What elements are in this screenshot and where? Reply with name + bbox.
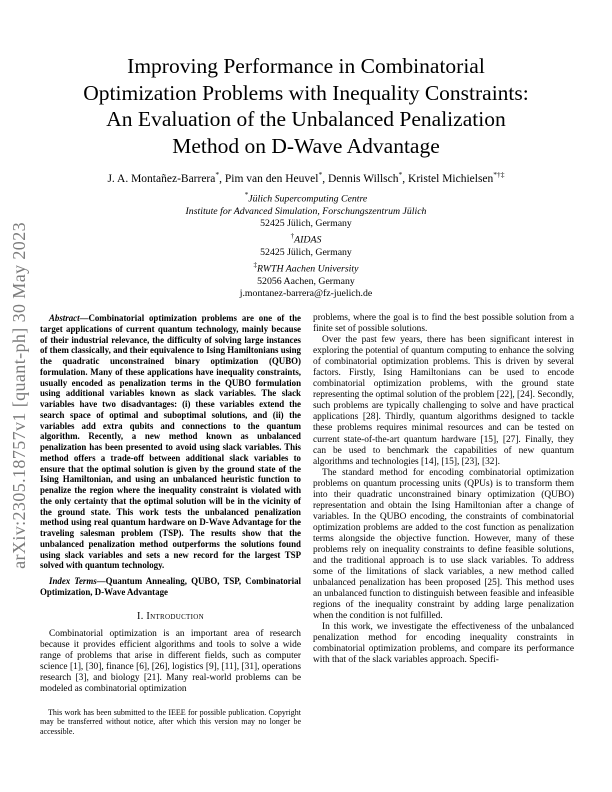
author-affiliation-marker: * (398, 170, 403, 179)
paper-title (0, 0, 612, 159)
index-terms-label: Index Terms (49, 576, 97, 586)
arxiv-watermark (4, 148, 34, 642)
affiliation-marker: * (244, 190, 249, 199)
abstract-label: Abstract (49, 313, 80, 323)
affiliation-marker: † (290, 232, 295, 241)
left-column (40, 313, 301, 737)
affiliation-line (0, 247, 612, 259)
affiliation-marker: ‡ (253, 261, 258, 270)
section-heading-introduction: I. Introduction (137, 610, 204, 622)
author-affiliation-marker: * (318, 170, 323, 179)
affiliation-line (0, 230, 612, 247)
author-line (0, 170, 612, 185)
author-affiliation-marker: *†‡ (493, 170, 505, 179)
body-paragraph: In this work, we investigate the effectiveness of the unbalanced penalization method for encoding inequality constraints in combinatorial optimization problems, and compare its performance with that of the slack variables approach. Specifi- (313, 622, 574, 666)
affiliation-line (0, 288, 612, 300)
paper-title-line: Optimization Problems with Inequality Constraints: (83, 80, 529, 105)
affiliation-block (0, 189, 612, 301)
paper-title-line: Improving Performance in Combinatorial (127, 54, 485, 78)
paper-title-line: An Evaluation of the Unbalanced Penalization (106, 107, 506, 131)
introduction-paragraph: Combinatorial optimization is an important area of research because it provides efficient algorithms and tools to solve a wide range of problems that arise in different fields, such as computer science [1], [30], finance [6], [26], logistics [9], [11], [31], operations research [3], and biology [21]. Many real-world problems can be modeled as combinatorial optimization (40, 628, 301, 694)
author-name: J. A. Montañez-Barrera (107, 172, 216, 185)
affiliation-text: 52056 Aachen, Germany (257, 276, 355, 288)
right-column (313, 313, 574, 737)
paper-title-line: Method on D-Wave Advantage (172, 133, 440, 158)
affiliation-text: j.montanez-barrera@fz-juelich.de (239, 288, 373, 300)
affiliation-text: 52425 Jülich, Germany (260, 246, 352, 258)
affiliation-text: Institute for Advanced Simulation, Forschungszentrum Jülich (185, 205, 427, 217)
affiliation-line (0, 218, 612, 230)
body-paragraph: problems, where the goal is to find the best possible solution from a finite set of possible solutions. (313, 313, 574, 335)
affiliation-line (0, 206, 612, 218)
body-paragraph: The standard method for encoding combinatorial optimization problems on quantum processing units (QPUs) is to transform them into their quadratic unconstrained binary optimization (QUBO) representation and obtain the Ising Hamiltonian after a change of variables. In the QUBO encoding, the constraints of combinatorial optimization problems are added to the cost function as penalization terms alongside the objective function. However, many of these problems rely on inequality constraints to define feasible solutions, and the traditional approach is to use slack variables. To address some of the limitations of slack variables, a new method called unbalanced penalization has been proposed [25]. This method uses an unbalanced function to distinguish between feasible and infeasible regions of the inequality constraint by adding large penalization when the condition is not fulfilled. (313, 467, 574, 622)
author-name: , Pim van den Heuvel (219, 172, 319, 185)
affiliation-text: Jülich Supercomputing Centre (248, 193, 368, 205)
author-name: , Dennis Willsch (322, 172, 399, 185)
affiliation-text: RWTH Aachen University (257, 263, 359, 275)
author-name: , Kristel Michielsen (402, 172, 494, 185)
two-column-body (40, 313, 574, 737)
affiliation-line (0, 259, 612, 276)
author-affiliation-marker: * (215, 170, 220, 179)
ieee-copyright-footnote: This work has been submitted to the IEEE for possible publication. Copyright may be transferred without notice, after which this version may no longer be accessible. (40, 707, 301, 737)
affiliation-line (0, 276, 612, 288)
abstract-text: —Combinatorial optimization problems are one of the target applications of current quantum technology, mainly because of their industrial relevance, the difficulty of solving large instances of them classically, and their equivalence to Ising Hamiltonians using the quadratic unconstrained binary optimization (QUBO) formulation. Many of these applications have inequality constraints, usually encoded as penalization terms in the QUBO formulation using additional variables known as slack variables. The slack variables have two disadvantages: (i) these variables extend the search space of optimal and suboptimal solutions, and (ii) the variables add extra qubits and connections to the quantum algorithm. Recently, a new method known as unbalanced penalization has been presented to avoid using slack variables. This method offers a trade-off between additional slack variables to ensure that the optimal solution is given by the ground state of the Ising Hamiltonian, and using an unbalanced heuristic function to penalize the region where the inequality constraint is violated with the only certainty that the optimal solution will be in the vicinity of the ground state. This work tests the unbalanced penalization method using real quantum hardware on D-Wave Advantage for the traveling salesman problem (TSP). The results show that the unbalanced penalization method outperforms the solutions found using slack variables and sets a new record for the largest TSP solved with quantum technology. (40, 313, 301, 571)
abstract (40, 313, 301, 571)
affiliation-text: AIDAS (294, 234, 322, 246)
body-paragraph: Over the past few years, there has been significant interest in exploring the potential of quantum computing to enhance the solving of combinatorial optimization problems. This is driven by several factors. Firstly, Ising Hamiltonians can be used to encode combinatorial optimization problems, with the ground state representing the optimal solution of the problem [22], [24]. Secondly, such problems are typically challenging to solve and have practical applications [28]. Thirdly, quantum algorithms designed to tackle these problems requires minimal resources and can be tested on current state-of-the-art quantum hardware [15], [27]. Finally, they can be used to benchmark the capabilities of new quantum algorithms and technologies [14], [15], [23], [32]. (313, 335, 574, 467)
affiliation-line (0, 189, 612, 206)
index-terms-text: —Quantum Annealing, QUBO, TSP, Combinatorial Optimization, D-Wave Advantage (40, 576, 301, 597)
index-terms (40, 576, 301, 598)
arxiv-watermark-label: arXiv:2305.18757v1 [quant-ph] 30 May 2023 (8, 221, 29, 569)
affiliation-text: 52425 Jülich, Germany (260, 217, 352, 229)
